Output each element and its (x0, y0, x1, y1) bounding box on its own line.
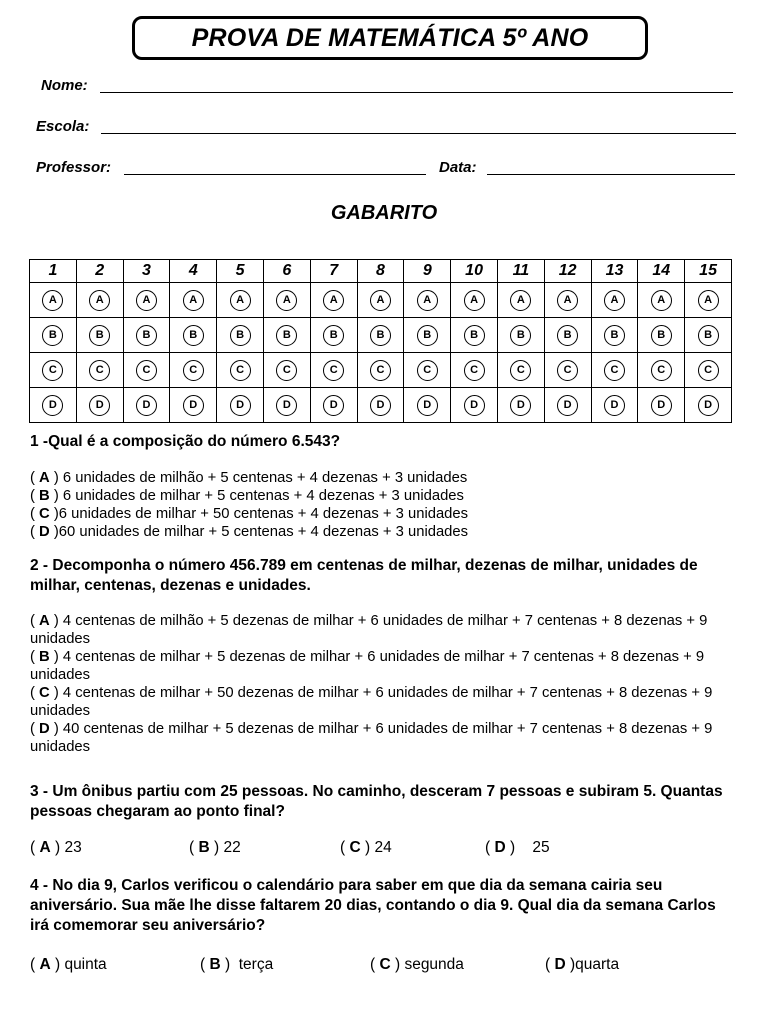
grid-cell (263, 283, 310, 318)
answer-bubble-4-b[interactable]: B (183, 325, 204, 346)
grid-cell (591, 318, 638, 353)
grid-cell (170, 388, 217, 423)
answer-bubble-5-a[interactable]: A (230, 290, 251, 311)
answer-bubble-15-d[interactable]: D (698, 395, 719, 416)
option-a[interactable]: ( A ) 4 centenas de milhão + 5 dezenas de milhar + 6 unidades de milhar + 7 centenas + 8 dezenas + 9 unidades (30, 613, 708, 647)
answer-bubble-3-a[interactable]: A (136, 290, 157, 311)
grid-cell (638, 388, 685, 423)
grid-cell (544, 353, 591, 388)
grid-cell (310, 388, 357, 423)
answer-bubble-11-c[interactable]: C (510, 360, 531, 381)
answer-bubble-12-c[interactable]: C (557, 360, 578, 381)
grid-cell (685, 283, 732, 318)
gabarito-title: GABARITO (330, 202, 438, 224)
answer-bubble-6-b[interactable]: B (276, 325, 297, 346)
grid-cell (638, 283, 685, 318)
answer-bubble-12-b[interactable]: B (557, 325, 578, 346)
answer-bubble-6-a[interactable]: A (276, 290, 297, 311)
answer-bubble-9-d[interactable]: D (417, 395, 438, 416)
option-b[interactable]: ( B ) 4 centenas de milhar + 5 dezenas de milhar + 6 unidades de milhar + 7 centenas + 8 dezenas + 9 unidades (30, 649, 705, 683)
grid-cell (404, 318, 451, 353)
answer-bubble-10-c[interactable]: C (464, 360, 485, 381)
answer-bubble-11-d[interactable]: D (510, 395, 531, 416)
grid-cell (404, 388, 451, 423)
grid-cell (30, 353, 77, 388)
grid-cell (685, 318, 732, 353)
question-4-stem: 4 - No dia 9, Carlos verificou o calendário para saber em que dia da semana cairia seu aniversário. Sua mãe lhe disse faltarem 20 dias, contando o dia 9. Qual dia da semana Carlos irá comemorar seu aniversário? (30, 877, 716, 934)
grid-cell (638, 318, 685, 353)
answer-bubble-1-a[interactable]: A (42, 290, 63, 311)
answer-bubble-15-b[interactable]: B (698, 325, 719, 346)
answer-bubble-4-c[interactable]: C (183, 360, 204, 381)
answer-bubble-2-c[interactable]: C (89, 360, 110, 381)
answer-bubble-9-a[interactable]: A (417, 290, 438, 311)
answer-bubble-13-a[interactable]: A (604, 290, 625, 311)
option-b[interactable]: ( B ) 22 (189, 839, 241, 856)
grid-header-4: 4 (170, 260, 217, 283)
answer-bubble-5-b[interactable]: B (230, 325, 251, 346)
answer-bubble-13-c[interactable]: C (604, 360, 625, 381)
answer-bubble-10-a[interactable]: A (464, 290, 485, 311)
grid-cell (310, 318, 357, 353)
grid-cell (76, 353, 123, 388)
answer-bubble-12-d[interactable]: D (557, 395, 578, 416)
grid-cell (123, 353, 170, 388)
answer-bubble-12-a[interactable]: A (557, 290, 578, 311)
data-label: Data: (439, 159, 477, 176)
grid-cell (123, 388, 170, 423)
grid-cell (451, 318, 498, 353)
escola-label: Escola: (36, 118, 90, 135)
grid-cell (76, 318, 123, 353)
answer-bubble-2-a[interactable]: A (89, 290, 110, 311)
option-c[interactable]: ( C ) 24 (340, 839, 392, 856)
escola-line[interactable] (101, 133, 736, 134)
answer-bubble-9-c[interactable]: C (417, 360, 438, 381)
answer-bubble-2-d[interactable]: D (89, 395, 110, 416)
grid-cell (357, 388, 404, 423)
grid-cell (544, 388, 591, 423)
answer-bubble-4-a[interactable]: A (183, 290, 204, 311)
option-c[interactable]: ( C )6 unidades de milhar + 50 centenas + 4 dezenas + 3 unidades (30, 506, 469, 522)
answer-bubble-9-b[interactable]: B (417, 325, 438, 346)
grid-cell (310, 353, 357, 388)
answer-grid (29, 259, 732, 423)
answer-bubble-1-d[interactable]: D (42, 395, 63, 416)
grid-cell (217, 283, 264, 318)
grid-cell (263, 353, 310, 388)
grid-header-10: 10 (451, 260, 498, 283)
answer-bubble-6-d[interactable]: D (276, 395, 297, 416)
option-d[interactable]: ( D )quarta (545, 956, 620, 973)
option-a[interactable]: ( A ) 6 unidades de milhão + 5 centenas + 4 dezenas + 3 unidades (30, 470, 468, 486)
grid-cell (217, 388, 264, 423)
answer-bubble-14-c[interactable]: C (651, 360, 672, 381)
option-c[interactable]: ( C ) 4 centenas de milhar + 50 dezenas de milhar + 6 unidades de milhar + 7 centenas + 8 dezenas + 9 unidades (30, 685, 713, 719)
question-2-options (30, 612, 720, 756)
grid-cell (123, 283, 170, 318)
answer-bubble-13-d[interactable]: D (604, 395, 625, 416)
option-d[interactable]: ( D ) 40 centenas de milhar + 5 dezenas de milhar + 6 unidades de milhar + 7 centenas + 8 dezenas + 9 unidades (30, 721, 713, 755)
option-d[interactable]: ( D )60 unidades de milhar + 5 centenas + 4 dezenas + 3 unidades (30, 524, 469, 540)
professor-label: Professor: (36, 159, 112, 176)
grid-cell (404, 353, 451, 388)
answer-bubble-8-a[interactable]: A (370, 290, 391, 311)
answer-bubble-14-b[interactable]: B (651, 325, 672, 346)
answer-bubble-15-a[interactable]: A (698, 290, 719, 311)
grid-cell (404, 283, 451, 318)
answer-bubble-1-c[interactable]: C (42, 360, 63, 381)
grid-cell (217, 318, 264, 353)
answer-bubble-6-c[interactable]: C (276, 360, 297, 381)
nome-label: Nome: (41, 77, 88, 94)
grid-cell (451, 388, 498, 423)
option-b[interactable]: ( B ) terça (200, 956, 274, 973)
grid-header-15: 15 (685, 260, 732, 283)
option-b[interactable]: ( B ) 6 unidades de milhar + 5 centenas + 4 dezenas + 3 unidades (30, 488, 464, 504)
professor-line[interactable] (124, 174, 426, 175)
grid-header-2: 2 (76, 260, 123, 283)
answer-bubble-14-d[interactable]: D (651, 395, 672, 416)
answer-bubble-2-b[interactable]: B (89, 325, 110, 346)
grid-header-9: 9 (404, 260, 451, 283)
question-1-stem: 1 -Qual é a composição do número 6.543? (30, 433, 341, 450)
option-a[interactable]: ( A ) 23 (30, 839, 82, 856)
grid-header-3: 3 (123, 260, 170, 283)
grid-cell (123, 318, 170, 353)
answer-bubble-3-d[interactable]: D (136, 395, 157, 416)
grid-cell (544, 283, 591, 318)
title-box (132, 16, 648, 60)
grid-cell (685, 353, 732, 388)
grid-header-5: 5 (217, 260, 264, 283)
answer-bubble-8-d[interactable]: D (370, 395, 391, 416)
answer-bubble-10-d[interactable]: D (464, 395, 485, 416)
option-d[interactable]: ( D ) 25 (485, 839, 550, 856)
answer-bubble-14-a[interactable]: A (651, 290, 672, 311)
answer-bubble-11-a[interactable]: A (510, 290, 531, 311)
grid-header-6: 6 (263, 260, 310, 283)
grid-header-11: 11 (497, 260, 544, 283)
grid-cell (217, 353, 264, 388)
grid-cell (263, 318, 310, 353)
answer-bubble-1-b[interactable]: B (42, 325, 63, 346)
grid-cell (76, 283, 123, 318)
grid-cell (310, 283, 357, 318)
answer-bubble-5-d[interactable]: D (230, 395, 251, 416)
answer-bubble-7-c[interactable]: C (323, 360, 344, 381)
answer-bubble-3-c[interactable]: C (136, 360, 157, 381)
grid-cell (497, 388, 544, 423)
grid-cell (497, 353, 544, 388)
grid-cell (30, 283, 77, 318)
data-line[interactable] (487, 174, 735, 175)
answer-bubble-10-b[interactable]: B (464, 325, 485, 346)
grid-header-1: 1 (30, 260, 77, 283)
grid-cell (451, 353, 498, 388)
grid-header-12: 12 (544, 260, 591, 283)
grid-cell (591, 388, 638, 423)
grid-cell (591, 283, 638, 318)
grid-cell (76, 388, 123, 423)
option-c[interactable]: ( C ) segunda (370, 956, 464, 973)
grid-cell (263, 388, 310, 423)
grid-cell (497, 283, 544, 318)
grid-cell (30, 318, 77, 353)
answer-bubble-4-d[interactable]: D (183, 395, 204, 416)
grid-cell (357, 318, 404, 353)
grid-cell (357, 353, 404, 388)
grid-cell (497, 318, 544, 353)
question-3-stem: 3 - Um ônibus partiu com 25 pessoas. No caminho, desceram 7 pessoas e subiram 5. Quantas pessoas chegaram ao ponto final? (30, 783, 723, 820)
answer-bubble-8-b[interactable]: B (370, 325, 391, 346)
question-1-options (30, 469, 745, 541)
question-2-stem: 2 - Decomponha o número 456.789 em centenas de milhar, dezenas de milhar, unidades de milhar, centenas, dezenas e unidades. (30, 557, 698, 594)
grid-cell (30, 388, 77, 423)
grid-cell (638, 353, 685, 388)
option-a[interactable]: ( A ) quinta (30, 956, 107, 973)
grid-cell (591, 353, 638, 388)
answer-bubble-7-d[interactable]: D (323, 395, 344, 416)
nome-line[interactable] (100, 92, 733, 93)
grid-header-13: 13 (591, 260, 638, 283)
answer-bubble-3-b[interactable]: B (136, 325, 157, 346)
answer-bubble-11-b[interactable]: B (510, 325, 531, 346)
grid-header-8: 8 (357, 260, 404, 283)
answer-bubble-7-b[interactable]: B (323, 325, 344, 346)
grid-cell (357, 283, 404, 318)
grid-cell (544, 318, 591, 353)
answer-bubble-7-a[interactable]: A (323, 290, 344, 311)
answer-bubble-15-c[interactable]: C (698, 360, 719, 381)
page-title: PROVA DE MATEMÁTICA 5º ANO (191, 23, 589, 52)
grid-cell (170, 353, 217, 388)
answer-bubble-8-c[interactable]: C (370, 360, 391, 381)
grid-header-14: 14 (638, 260, 685, 283)
grid-cell (451, 283, 498, 318)
grid-cell (170, 283, 217, 318)
grid-cell (685, 388, 732, 423)
answer-bubble-5-c[interactable]: C (230, 360, 251, 381)
grid-header-7: 7 (310, 260, 357, 283)
answer-bubble-13-b[interactable]: B (604, 325, 625, 346)
grid-cell (170, 318, 217, 353)
